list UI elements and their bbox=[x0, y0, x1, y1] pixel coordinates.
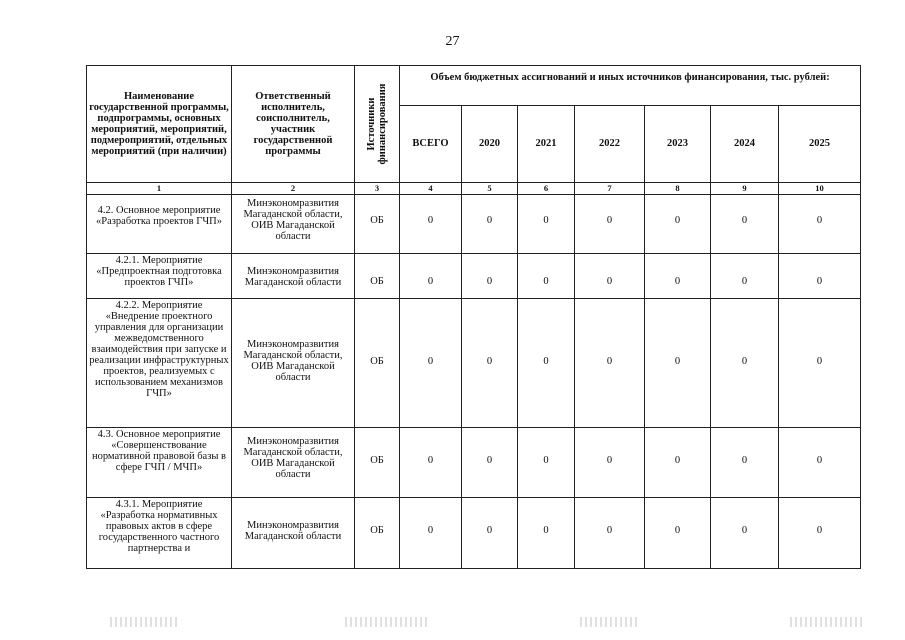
value-2024: 0 bbox=[711, 195, 779, 254]
row-source-cell: ОБ bbox=[355, 428, 400, 498]
row-executor-cell: Минэкономразвития Магаданской области bbox=[232, 254, 355, 299]
header-total: ВСЕГО bbox=[400, 106, 462, 183]
column-number: 9 bbox=[711, 183, 779, 195]
value-2021: 0 bbox=[518, 299, 575, 428]
column-number-row bbox=[87, 183, 861, 195]
header-name: Наименование государственной программы, подпрограммы, основных мероприятий, мероприятий, подмероприятий, отдельных мероприятий (при наличии) bbox=[87, 66, 232, 183]
value-2024: 0 bbox=[711, 299, 779, 428]
value-total: 0 bbox=[400, 498, 462, 569]
value-2024: 0 bbox=[711, 254, 779, 299]
row-name-cell: 4.2.2. Мероприятие «Внедрение проектного управления для организации межведомственного взаимодействия при запуске и реализации инфраструктурных проектов, реализуемых с использованием механизмов ГЧП» bbox=[87, 299, 232, 428]
value-2023: 0 bbox=[645, 428, 711, 498]
budget-allocation-table bbox=[86, 65, 861, 569]
row-source-cell: ОБ bbox=[355, 195, 400, 254]
value-2025: 0 bbox=[779, 299, 861, 428]
column-number: 7 bbox=[575, 183, 645, 195]
page-number: 27 bbox=[445, 34, 460, 49]
scan-noise bbox=[110, 617, 180, 627]
row-executor-cell: Минэкономразвития Магаданской области, ОИВ Магаданской области bbox=[232, 195, 355, 254]
table-row bbox=[87, 498, 861, 569]
header-year-2020: 2020 bbox=[462, 106, 518, 183]
value-2023: 0 bbox=[645, 195, 711, 254]
row-source-cell: ОБ bbox=[355, 299, 400, 428]
column-number: 4 bbox=[400, 183, 462, 195]
column-number: 5 bbox=[462, 183, 518, 195]
row-name-cell: 4.3. Основное мероприятие «Совершенствование нормативной правовой базы в сфере ГЧП / МЧП» bbox=[87, 428, 232, 498]
value-2024: 0 bbox=[711, 498, 779, 569]
header-funding-group: Объем бюджетных ассигнований и иных источников финансирования, тыс. рублей: bbox=[400, 66, 861, 106]
value-total: 0 bbox=[400, 195, 462, 254]
value-2025: 0 bbox=[779, 428, 861, 498]
row-executor-cell: Минэкономразвития Магаданской области, ОИВ Магаданской области bbox=[232, 299, 355, 428]
value-2022: 0 bbox=[575, 299, 645, 428]
value-2023: 0 bbox=[645, 299, 711, 428]
value-2025: 0 bbox=[779, 498, 861, 569]
header-year-2021: 2021 bbox=[518, 106, 575, 183]
value-2021: 0 bbox=[518, 254, 575, 299]
header-row-1 bbox=[87, 66, 861, 106]
scan-noise bbox=[580, 617, 640, 627]
row-executor-cell: Минэкономразвития Магаданской области, ОИВ Магаданской области bbox=[232, 428, 355, 498]
value-total: 0 bbox=[400, 254, 462, 299]
header-executor: Ответственный исполнитель, соисполнитель, участник государственной программы bbox=[232, 66, 355, 183]
value-2023: 0 bbox=[645, 254, 711, 299]
value-2022: 0 bbox=[575, 195, 645, 254]
table-row bbox=[87, 254, 861, 299]
column-number: 3 bbox=[355, 183, 400, 195]
column-number: 6 bbox=[518, 183, 575, 195]
column-number: 10 bbox=[779, 183, 861, 195]
header-year-2024: 2024 bbox=[711, 106, 779, 183]
table-row bbox=[87, 195, 861, 254]
column-number: 2 bbox=[232, 183, 355, 195]
value-2021: 0 bbox=[518, 195, 575, 254]
value-2023: 0 bbox=[645, 498, 711, 569]
table-row bbox=[87, 428, 861, 498]
header-year-2025: 2025 bbox=[779, 106, 861, 183]
value-2022: 0 bbox=[575, 498, 645, 569]
header-sources bbox=[355, 66, 400, 183]
value-2025: 0 bbox=[779, 254, 861, 299]
value-2020: 0 bbox=[462, 299, 518, 428]
value-2021: 0 bbox=[518, 428, 575, 498]
value-2025: 0 bbox=[779, 195, 861, 254]
row-executor-cell: Минэкономразвития Магаданской области bbox=[232, 498, 355, 569]
scan-noise bbox=[345, 617, 430, 627]
row-name-cell: 4.2. Основное мероприятие «Разработка проектов ГЧП» bbox=[87, 195, 232, 254]
value-2020: 0 bbox=[462, 428, 518, 498]
value-2024: 0 bbox=[711, 428, 779, 498]
table-row bbox=[87, 299, 861, 428]
row-name-cell: 4.2.1. Мероприятие «Предпроектная подготовка проектов ГЧП» bbox=[87, 254, 232, 299]
value-2020: 0 bbox=[462, 498, 518, 569]
scan-noise bbox=[790, 617, 865, 627]
column-number: 1 bbox=[87, 183, 232, 195]
value-2022: 0 bbox=[575, 428, 645, 498]
value-2020: 0 bbox=[462, 195, 518, 254]
header-year-2022: 2022 bbox=[575, 106, 645, 183]
row-name-cell: 4.3.1. Мероприятие «Разработка нормативных правовых актов в сфере государственного частного партнерства и bbox=[87, 498, 232, 569]
value-total: 0 bbox=[400, 299, 462, 428]
value-2022: 0 bbox=[575, 254, 645, 299]
header-sources-line1: Источники bbox=[365, 97, 377, 151]
header-year-2023: 2023 bbox=[645, 106, 711, 183]
value-2020: 0 bbox=[462, 254, 518, 299]
value-total: 0 bbox=[400, 428, 462, 498]
column-number: 8 bbox=[645, 183, 711, 195]
value-2021: 0 bbox=[518, 498, 575, 569]
row-source-cell: ОБ bbox=[355, 254, 400, 299]
row-source-cell: ОБ bbox=[355, 498, 400, 569]
header-sources-line2: финансирования bbox=[377, 83, 388, 165]
